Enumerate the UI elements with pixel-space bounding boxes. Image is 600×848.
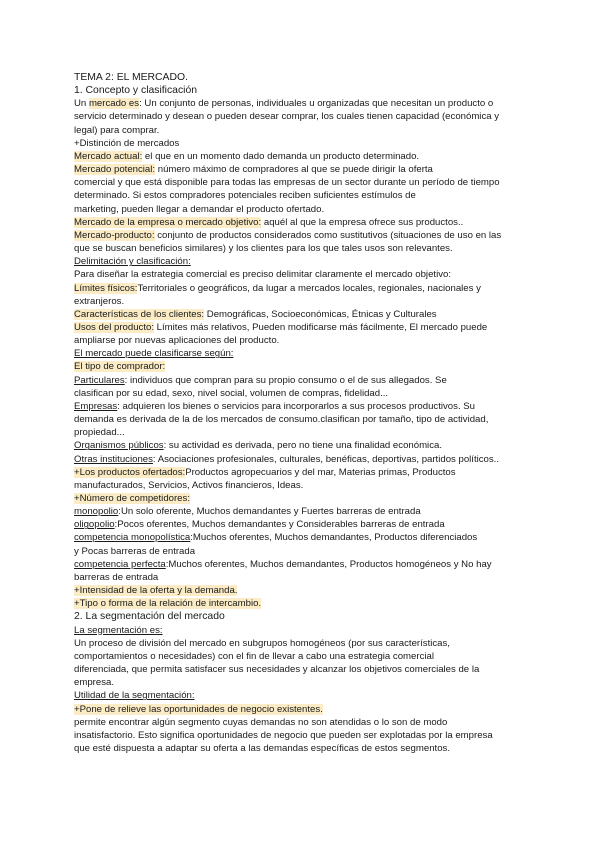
paragraph-line: Un proceso de división del mercado en subgrupos homogéneos (por sus características, xyxy=(74,637,450,649)
text-run: Límites más relativos, Pueden modificarse más fácilmente, El mercado puede xyxy=(154,321,488,333)
paragraph-line: permite encontrar algún segmento cuyas demandas no son atendidas o lo son de modo xyxy=(74,716,448,728)
paragraph-line xyxy=(74,439,576,452)
paragraph-line: demanda es derivada de la de los mercados de consumo.clasifican por tamaño, tipo de actividad, xyxy=(74,414,489,426)
text-run: : Asociaciones profesionales, culturales, benéficas, deportivas, partidos políticos.. xyxy=(152,453,500,465)
paragraph-line xyxy=(74,360,576,373)
underlined-term: Otras instituciones xyxy=(74,453,153,465)
underlined-term: oligopolio xyxy=(74,519,115,531)
paragraph-line xyxy=(74,703,576,716)
highlighted-term: Mercado potencial: xyxy=(74,164,156,176)
paragraph-line xyxy=(74,321,576,334)
paragraph-line xyxy=(74,584,576,597)
underlined-term: competencia perfecta xyxy=(74,558,166,570)
underlined-term: Particulares xyxy=(74,374,125,386)
paragraph-line: legal) para comprar. xyxy=(74,124,160,136)
highlighted-term: El tipo de comprador: xyxy=(74,361,166,373)
paragraph-line xyxy=(74,216,576,229)
section-heading: 2. La segmentación del mercado xyxy=(74,611,225,623)
paragraph-line: servicio determinado y desean o pueden desear comprar, los cuales tienen capacidad (económica y xyxy=(74,111,500,123)
paragraph-line xyxy=(74,466,576,479)
paragraph-line: empresa. xyxy=(74,677,114,689)
underlined-term: Empresas xyxy=(74,400,118,412)
paragraph-line xyxy=(74,308,576,321)
paragraph-line xyxy=(74,597,576,610)
text-run: : individuos que compran para su propio consumo o el de sus allegados. Se xyxy=(124,374,447,386)
paragraph-line: determinado. Si estos compradores potenciales reciben suficientes estímulos de xyxy=(74,190,416,202)
highlighted-term: +Los productos ofertados: xyxy=(74,466,186,478)
topic-title: TEMA 2: EL MERCADO. xyxy=(74,72,188,83)
highlighted-term: +Intensidad de la oferta y la demanda. xyxy=(74,585,238,597)
paragraph-line xyxy=(74,453,576,466)
paragraph-line xyxy=(74,505,576,518)
paragraph-line: marketing, pueden llegar a demandar el producto ofertado. xyxy=(74,203,325,215)
paragraph-line: comercial y que está disponible para todas las empresas de un sector durante un período de tiempo xyxy=(74,177,500,189)
paragraph-line: barreras de entrada xyxy=(74,571,159,583)
text-run: Un xyxy=(74,98,89,110)
text-run: :Un solo oferente, Muchos demandantes y Fuertes barreras de entrada xyxy=(118,506,421,518)
highlighted-term: Mercado de la empresa o mercado objetivo: xyxy=(74,216,262,228)
underlined-term: monopolio xyxy=(74,506,119,518)
highlighted-term: +Número de competidores: xyxy=(74,493,190,504)
highlighted-term: Usos del producto: xyxy=(74,321,154,333)
highlighted-term: +Pone de relieve las oportunidades de negocio existentes. xyxy=(74,703,323,715)
paragraph-line xyxy=(74,400,576,413)
paragraph-line: extranjeros. xyxy=(74,295,125,307)
highlighted-term: Características de los clientes: xyxy=(74,308,205,320)
underlined-term: Organismos públicos xyxy=(74,440,164,452)
paragraph-line: y Pocas barreras de entrada xyxy=(74,545,196,557)
highlighted-term: Mercado-producto: xyxy=(74,229,155,241)
paragraph-line xyxy=(74,492,576,505)
paragraph-line: Para diseñar la estrategia comercial es preciso delimitar claramente el mercado objetivo: xyxy=(74,269,451,281)
paragraph-line: diferenciada, que permita satisfacer sus necesidades y alcanzar los objetivos comerciales de la xyxy=(74,664,480,676)
highlighted-term: mercado es xyxy=(88,98,140,110)
paragraph-line xyxy=(74,374,576,387)
text-run: Productos agropecuarios y del mar, Materias primas, Productos xyxy=(185,466,456,478)
underlined-heading: La segmentación es: xyxy=(74,624,163,636)
highlighted-term: +Tipo o forma de la relación de intercambio. xyxy=(74,598,262,610)
paragraph-line xyxy=(74,150,576,163)
underlined-heading: Delimitación y clasificación: xyxy=(74,256,191,268)
paragraph-line: insatisfactorio. Esto significa oportunidades de negocio que pueden ser explotadas por la empresa xyxy=(74,729,493,741)
paragraph-line xyxy=(74,282,576,295)
paragraph-line xyxy=(74,558,576,571)
paragraph-line: que esté dispuesta a adaptar su oferta a las demandas específicas de estos segmentos. xyxy=(74,742,450,754)
paragraph-line: clasifican por su edad, sexo, nivel social, volumen de compras, fidelidad... xyxy=(74,387,389,399)
paragraph-line xyxy=(74,229,576,242)
text-run: número máximo de compradores al que se puede dirigir la oferta xyxy=(155,164,433,176)
underlined-heading: El mercado puede clasificarse según: xyxy=(74,348,234,360)
text-run: conjunto de productos considerados como sustitutivos (situaciones de uso en las xyxy=(154,229,502,241)
section-heading: 1. Concepto y clasificación xyxy=(74,85,198,97)
text-run: :Muchos oferentes, Muchos demandantes, Productos homogéneos y No hay xyxy=(165,558,492,570)
text-run: aquél al que la empresa ofrece sus productos.. xyxy=(261,216,464,228)
text-run: Demográficas, Socioeconómicas, Étnicas y Culturales xyxy=(204,308,437,320)
text-run: :Muchos oferentes, Muchos demandantes, Productos diferenciados xyxy=(190,532,478,544)
paragraph-line: que se buscan beneficios similares) y los clientes para los que tales usos son relevantes. xyxy=(74,243,453,255)
text-run: : su actividad es derivada, pero no tiene una finalidad económica. xyxy=(163,440,442,452)
paragraph-line: comportamientos o necesidades) con el fin de llevar a cabo una estrategia comercial xyxy=(74,650,434,662)
paragraph-line xyxy=(74,518,576,531)
underlined-term: competencia monopolística xyxy=(74,532,191,544)
underlined-heading: Utilidad de la segmentación: xyxy=(74,690,195,702)
text-run: : Un conjunto de personas, individuales u organizadas que necesitan un producto o xyxy=(139,98,494,110)
paragraph-line: propiedad... xyxy=(74,427,125,439)
highlighted-term: Límites físicos: xyxy=(74,282,138,294)
highlighted-term: Mercado actual: xyxy=(74,150,143,162)
text-run: :Pocos oferentes, Muchos demandantes y Considerables barreras de entrada xyxy=(114,519,445,531)
text-run: Territoriales o geográficos, da lugar a mercados locales, regionales, nacionales y xyxy=(137,282,481,294)
paragraph-line xyxy=(74,531,576,544)
text-run: el que en un momento dado demanda un producto determinado. xyxy=(142,150,420,162)
text-run: : adquieren los bienes o servicios para incorporarlos a sus procesos productivos. Su xyxy=(117,400,476,412)
subheading: +Distinción de mercados xyxy=(74,137,180,149)
paragraph-line xyxy=(74,163,576,176)
paragraph-line xyxy=(74,97,576,110)
paragraph-line: manufacturados, Servicios, Activos financieros, Ideas. xyxy=(74,479,304,491)
paragraph-line: ampliarse por nuevas aplicaciones del producto. xyxy=(74,335,280,347)
